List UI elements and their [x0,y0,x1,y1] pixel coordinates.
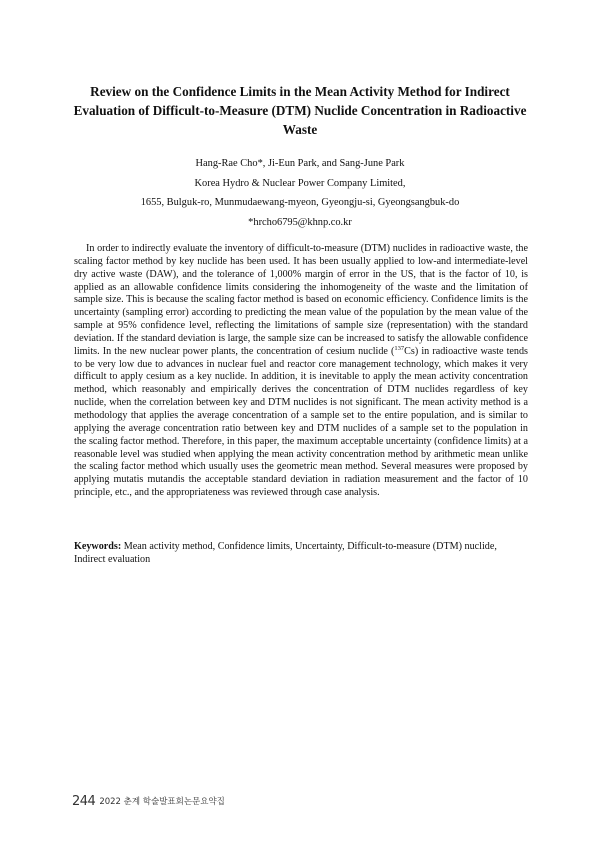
paper-title: Review on the Confidence Limits in the Mean Activity Method for Indirect Evaluation of Difficult-to-Measure (DTM) Nuclide Concentration in Radioactive Waste [73,84,527,137]
page-footer [72,790,225,809]
address: 1655, Bulguk-ro, Munmudaewang-myeon, Gyeongju-si, Gyeongsangbuk-do [140,197,460,208]
author-names: Hang-Rae Cho*, Ji-Eun Park, and Sang-June Park [195,158,405,169]
page-number: 244 [72,794,96,809]
corresponding-email: *hrcho6795@khnp.co.kr [248,216,352,228]
keywords-text: Mean activity method, Confidence limits, Uncertainty, Difficult-to-measure (DTM) nuclide, Indirect evaluation [74,541,497,565]
abstract-text-part2: Cs) in radioactive waste tends to be very low due to advances in nuclear fuel and reactor core management technology, which makes it very difficult to apply cesium as a key nuclide. In addition, it is inevitable to apply the mean activity concentration method, which reasonably and empirically derives the concentration of DTM nuclides regardless of key nuclide, when the correlation between key and DTM nuclides is not significant. The mean activity method is a methodology that applies the average concentration of a sample set to the entire population, and is similar to applying the average concentration ratio between key and DTM nuclides of a sample set to the population in the scaling factor method. Therefore, in this paper, the maximum acceptable uncertainty (confidence limits) at a reasonable level was studied when applying the mean activity concentration method by arithmetic mean unlike the scaling factor method which usually uses the geometric mean method. Several measures were proposed by applying mutatis mutandis the acceptable standard deviation in radiation measurement and the factor of 10 principle, etc., and the appropriateness was reviewed through case analysis. [74,345,528,499]
abstract [74,243,528,500]
author-block [60,154,540,232]
keywords-label: Keywords: [74,541,122,552]
isotope-mass-number: 137 [394,344,405,352]
abstract-text-part1: In order to indirectly evaluate the inventory of difficult-to-measure (DTM) nuclides in radioactive waste, the scaling factor method by key nuclide has been used. It has been usually applied to low-and intermediate-level dry active waste (DAW), and the tolerance of 1,000% margin of error in the US, that is the factor of 10, is applied as an allowable confidence limits considering the inhomogeneity of the waste and the limitation of sample size. This is because the scaling factor method is based on economic efficiency. Confidence limits is the uncertainty (sampling error) according to predicting the mean value of the population by the mean value of the sample at 95% confidence level, reflecting the limitations of sample size (representation) with the standard deviation. If the standard deviation is large, the sample size can be increased to satisfy the allowable confidence limits. In the new nuclear power plants, the concentration of cesium nuclide ( [74,243,528,357]
keywords [74,541,528,567]
proceedings-name: 2022 춘계 학술발표회논문요약집 [99,797,225,807]
affiliation: Korea Hydro & Nuclear Power Company Limited, [194,177,406,189]
